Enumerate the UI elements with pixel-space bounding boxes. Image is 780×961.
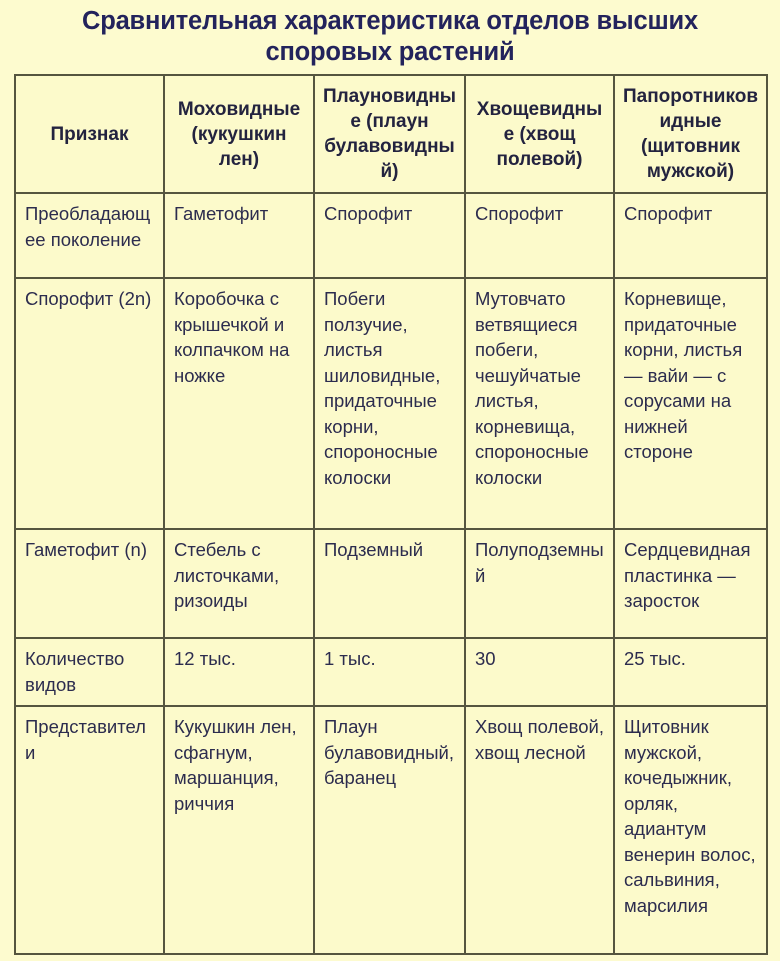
cell-feature: Гаметофит (n) xyxy=(15,529,164,638)
cell-polypodiophyta: Сердцевидная пластинка — заросток xyxy=(614,529,767,638)
column-header-lycopodiophyta: Плауновидные (плаун булавовидный) xyxy=(314,75,465,193)
comparison-table xyxy=(14,74,768,955)
cell-bryophyta: Гаметофит xyxy=(164,193,314,278)
cell-feature: Спорофит (2n) xyxy=(15,278,164,529)
cell-bryophyta: Коробочка с крышечкой и колпачком на ножке xyxy=(164,278,314,529)
cell-bryophyta: Стебель с листочками, ризоиды xyxy=(164,529,314,638)
table-row xyxy=(15,529,767,638)
cell-equisetophyta: 30 xyxy=(465,638,614,706)
table-row xyxy=(15,638,767,706)
cell-feature: Преобладающее поколение xyxy=(15,193,164,278)
page-title: Сравнительная характеристика отделов высших споровых растений xyxy=(81,7,698,66)
cell-polypodiophyta: Спорофит xyxy=(614,193,767,278)
table-container xyxy=(14,74,766,953)
cell-polypodiophyta: 25 тыс. xyxy=(614,638,767,706)
column-header-bryophyta: Моховидные (кукушкин лен) xyxy=(164,75,314,193)
cell-bryophyta: 12 тыс. xyxy=(164,638,314,706)
cell-equisetophyta: Спорофит xyxy=(465,193,614,278)
cell-polypodiophyta: Щитовник мужской, кочедыжник, орляк, адиантум венерин волос, сальвиния, марсилия xyxy=(614,706,767,954)
column-header-polypodiophyta: Папоротниковидные (щитовник мужской) xyxy=(614,75,767,193)
cell-lycopodiophyta: 1 тыс. xyxy=(314,638,465,706)
table-row xyxy=(15,278,767,529)
table-row xyxy=(15,193,767,278)
cell-feature: Количество видов xyxy=(15,638,164,706)
table-header xyxy=(15,75,767,193)
column-header-equisetophyta: Хвощевидные (хвощ полевой) xyxy=(465,75,614,193)
column-header-feature: Признак xyxy=(15,75,164,193)
cell-lycopodiophyta: Побеги ползучие, листья шиловидные, придаточные корни, спороносные колоски xyxy=(314,278,465,529)
cell-equisetophyta: Полуподземный xyxy=(465,529,614,638)
cell-feature: Представители xyxy=(15,706,164,954)
cell-polypodiophyta: Корневище, придаточные корни, листья — вайи — с сорусами на нижней стороне xyxy=(614,278,767,529)
cell-lycopodiophyta: Плаун булавовидный, баранец xyxy=(314,706,465,954)
table-body xyxy=(15,193,767,954)
table-row xyxy=(15,706,767,954)
cell-equisetophyta: Хвощ полевой, хвощ лесной xyxy=(465,706,614,954)
cell-lycopodiophyta: Подземный xyxy=(314,529,465,638)
cell-bryophyta: Кукушкин лен, сфагнум, маршанция, риччия xyxy=(164,706,314,954)
table-header-row xyxy=(15,75,767,193)
cell-lycopodiophyta: Спорофит xyxy=(314,193,465,278)
cell-equisetophyta: Мутовчато ветвящиеся побеги, чешуйчатые листья, корневища, спороносные колоски xyxy=(465,278,614,529)
